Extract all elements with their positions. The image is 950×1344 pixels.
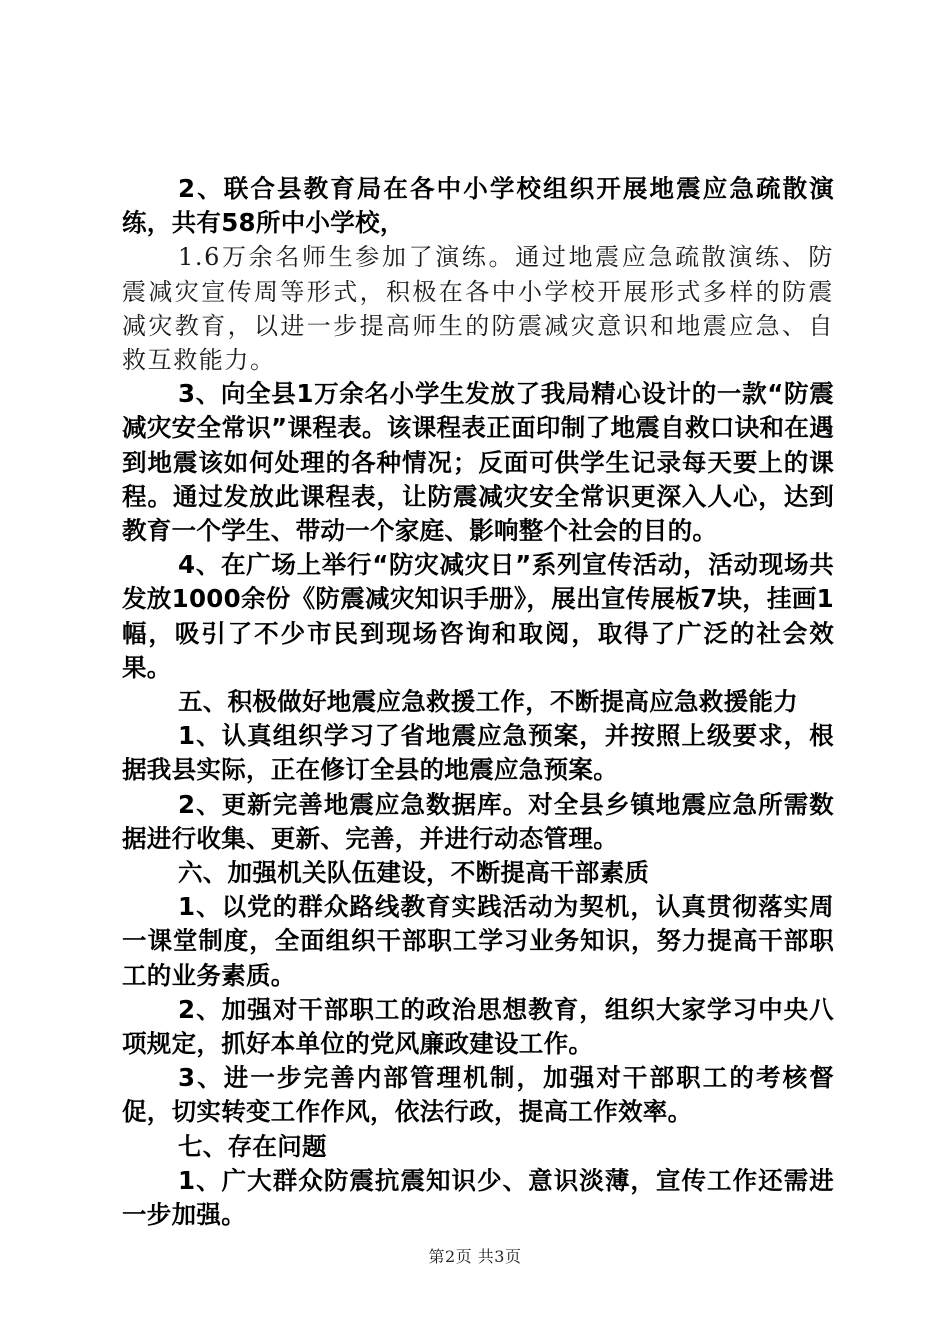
paragraph-disaster-day: 4、在广场上举行“防灾减灾日”系列宣传活动，活动现场共发放1000余份《防震减灾知识手册》，展出宣传展板7块，挂画1幅，吸引了不少市民到现场咨询和取阅，取得了广泛的社会效果。 <box>122 550 834 682</box>
paragraph-political-education: 2、加强对干部职工的政治思想教育，组织大家学习中央八项规定，抓好本单位的党风廉政建设工作。 <box>122 994 834 1059</box>
page-number-footer: 第2页 共3页 <box>428 1247 522 1266</box>
section-heading-problems: 七、存在问题 <box>178 1131 327 1161</box>
paragraph-mass-line: 1、以党的群众路线教育实践活动为契机，认真贯彻落实周一课堂制度，全面组织干部职工学习业务知识，努力提高干部职工的业务素质。 <box>122 892 834 990</box>
document-body <box>122 172 834 1232</box>
paragraph-emergency-database: 2、更新完善地震应急数据库。对全县乡镇地震应急所需数据进行收集、更新、完善，并进行动态管理。 <box>122 789 834 853</box>
paragraph-internal-management: 3、进一步完善内部管理机制，加强对干部职工的考核督促，切实转变工作作风，依法行政，提高工作效率。 <box>122 1063 834 1127</box>
section-heading-team-building: 六、加强机关队伍建设，不断提高干部素质 <box>178 858 650 888</box>
paragraph-emergency-plan: 1、认真组织学习了省地震应急预案，并按照上级要求，根据我县实际，正在修订全县的地震应急预案。 <box>122 721 834 785</box>
paragraph-drill-schools: 2、联合县教育局在各中小学校组织开展地震应急疏散演练，共有58所中小学校， <box>122 174 834 238</box>
paragraph-awareness-problem: 1、广大群众防震抗震知识少、意识淡薄，宣传工作还需进一步加强。 <box>122 1165 834 1230</box>
section-heading-emergency-rescue: 五、积极做好地震应急救援工作，不断提高应急救援能力 <box>178 687 798 717</box>
paragraph-drill-participants: 1.6万余名师生参加了演练。通过地震应急疏散演练、防震减灾宣传周等形式，积极在各中小学校开展形式多样的防震减灾教育，以进一步提高师生的防震减灾意识和地震应急、自救互救能力。 <box>122 243 834 375</box>
paragraph-course-schedule: 3、向全县1万余名小学生发放了我局精心设计的一款“防震减灾安全常识”课程表。该课程表正面印制了地震自救口诀和在遇到地震该如何处理的各种情况；反面可供学生记录每天要上的课程。通过发放此课程表，让防震减灾安全常识更深入人心，达到教育一个学生、带动一个家庭、影响整个社会的目的。 <box>122 379 834 546</box>
